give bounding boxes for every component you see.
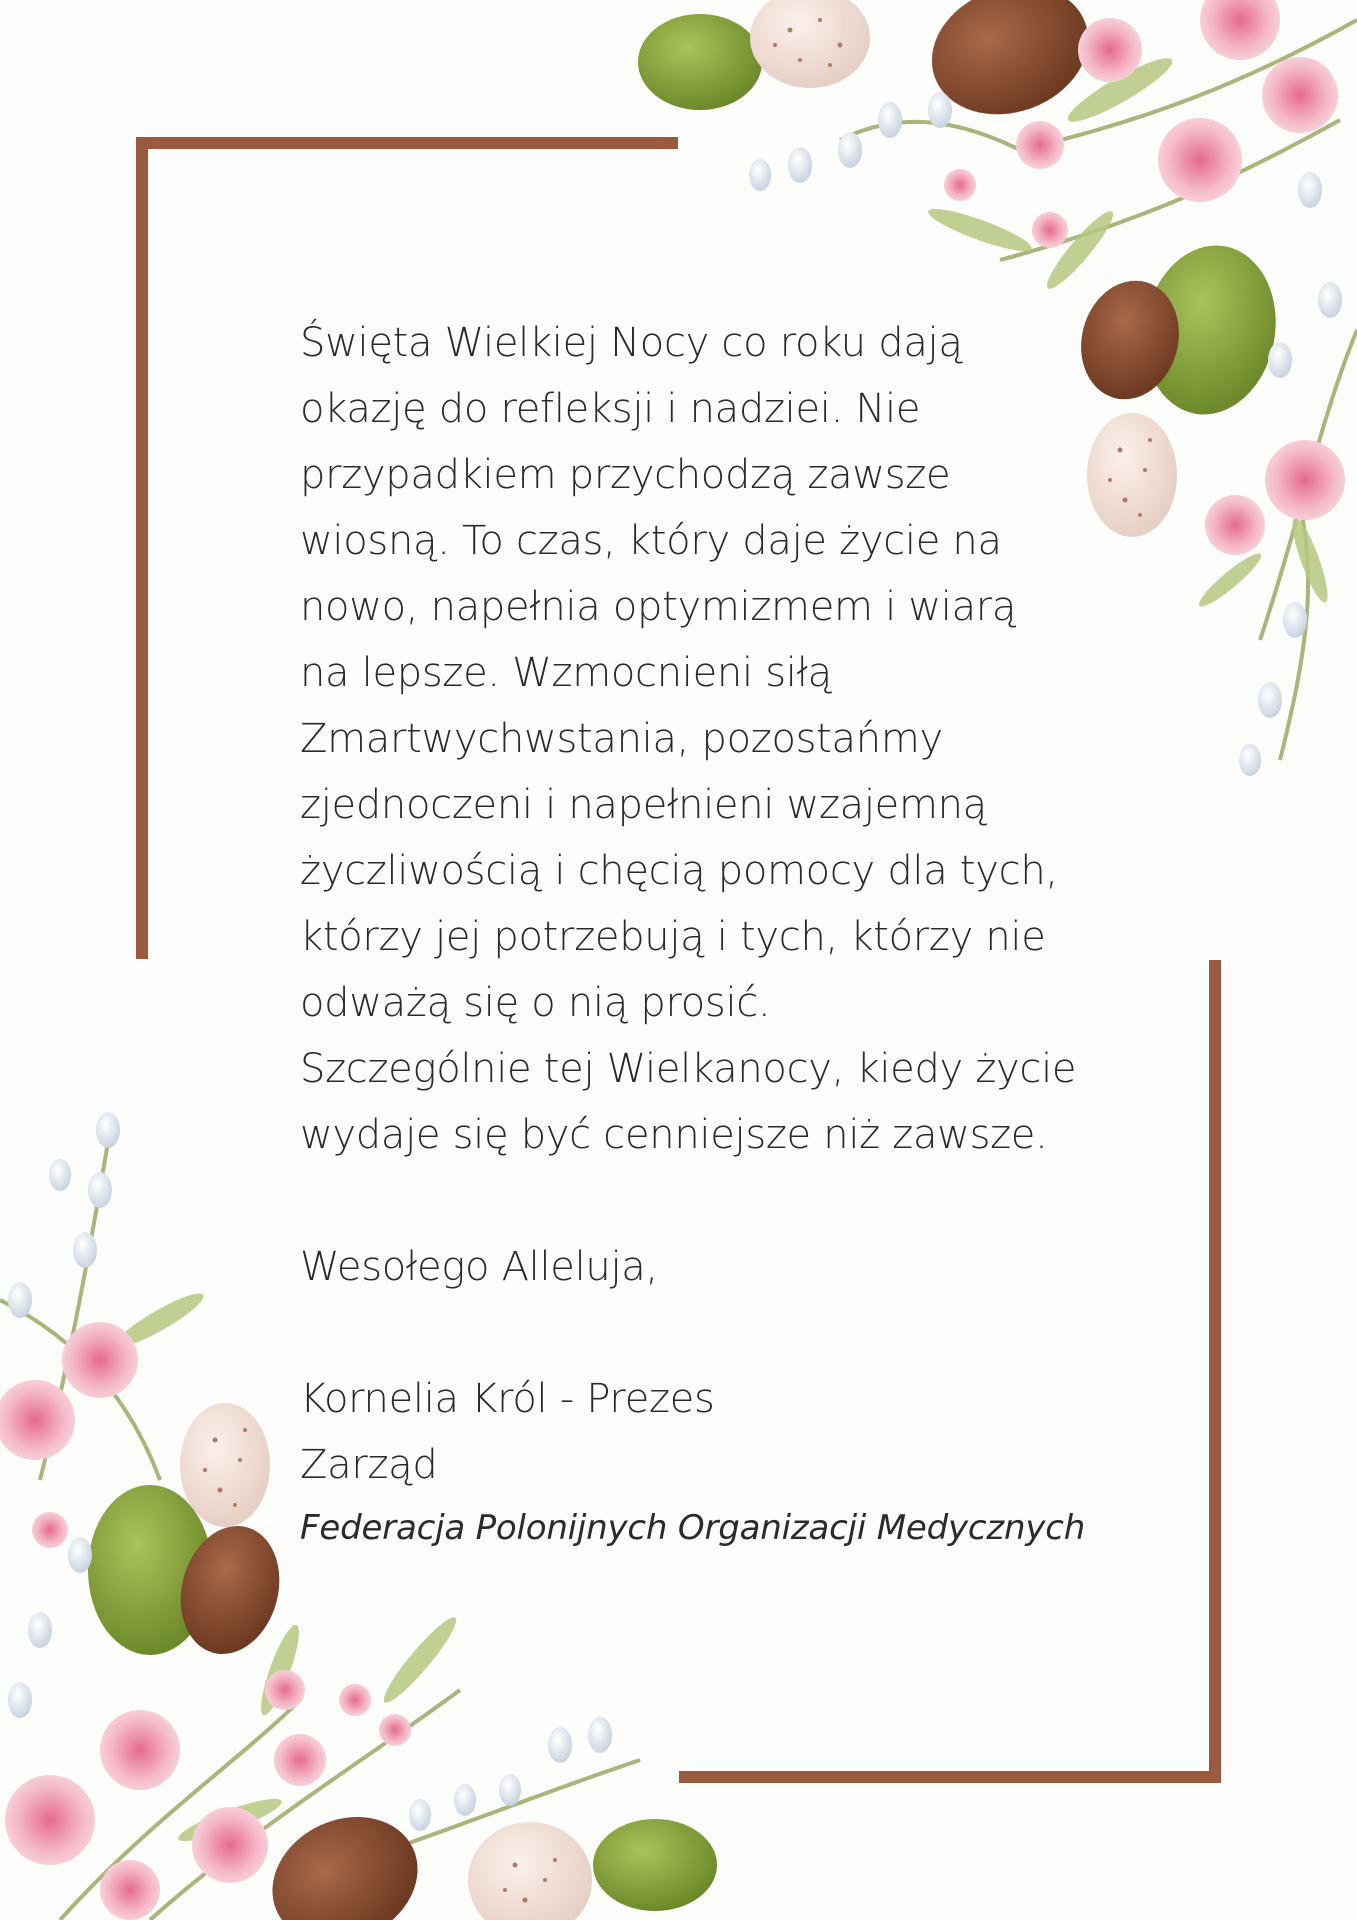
blossom-icon [1158,118,1242,202]
speckled-egg-icon [468,1822,592,1920]
blossom-icon [100,1860,160,1920]
spacer [300,1300,1100,1366]
blossom-icon [339,1684,371,1716]
spacer [300,1168,1100,1234]
speckled-egg-icon [1087,413,1177,537]
body-line: Szczególnie tej Wielkanocy, kiedy życie [300,1046,1077,1092]
body-line: wydaje się być cenniejsze niż zawsze. [300,1112,1048,1158]
body-line: na lepsze. Wzmocnieni siłą [300,650,832,696]
blossom-icon [265,1670,305,1710]
blossom-icon [274,1734,326,1786]
body-line: odważą się o nią prosić. [300,980,771,1026]
signature-name: Kornelia Król - Prezes [300,1376,715,1422]
blossom-icon [32,1512,68,1548]
blossom-icon [1265,440,1345,520]
body-line: przypadkiem przychodzą zawsze [300,452,951,498]
blossom-icon [1016,121,1064,169]
blossom-icon [0,1380,75,1460]
greeting: Wesołego Alleluja, [300,1244,658,1290]
green-egg-icon [638,14,762,110]
body-line: nowo, napełnia optymizmem i wiarą [300,584,1017,630]
blossom-icon [5,1775,95,1865]
speckled-egg-icon [180,1403,270,1527]
blossom-icon [379,1714,411,1746]
body-line: wiosną. To czas, który daje życie na [300,518,1002,564]
body-line: Święta Wielkiej Nocy co roku dają [300,320,963,366]
blossom-icon [100,1710,180,1790]
blossom-icon [944,169,976,201]
body-line: Zmartwychwstania, pozostańmy [300,716,943,762]
speckled-egg-icon [750,0,870,88]
body-line: zjednoczeni i napełnieni wzajemną [300,782,987,828]
blossom-icon [1032,212,1068,248]
blossom-icon [1205,495,1265,555]
blossom-icon [1078,18,1142,82]
blossom-icon [62,1322,138,1398]
body-line: okazję do refleksji i nadziei. Nie [300,386,921,432]
organization-name: Federacja Polonijnych Organizacji Medycznych [300,1508,1086,1548]
body-line: którzy jej potrzebują i tych, którzy nie [300,914,1046,960]
body-line: życzliwością i chęcią pomocy dla tych, [300,848,1058,894]
signature-role: Zarząd [300,1442,438,1488]
blossom-icon [1262,57,1338,133]
green-egg-icon [593,1819,717,1911]
blossom-icon [192,1807,268,1883]
blossom-icon [1200,0,1280,60]
letter-text [300,310,1100,1558]
